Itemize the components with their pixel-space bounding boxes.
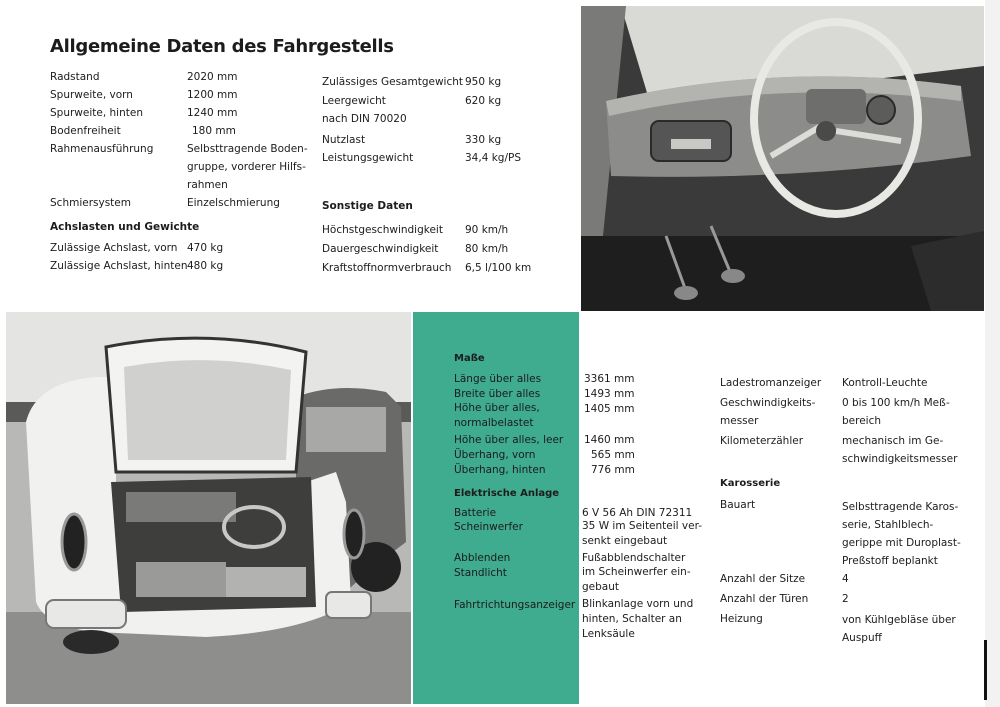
page-title: Allgemeine Daten des Fahrgestells <box>50 36 394 57</box>
spec-label: Heizung <box>720 613 763 625</box>
spec-value: 620 kg <box>465 95 502 107</box>
spec-label: Leistungsgewicht <box>322 152 414 164</box>
spec-label: Kilometerzähler <box>720 435 804 447</box>
spec-label: Überhang, hinten <box>454 464 546 476</box>
spec-value: 180 mm <box>192 125 236 137</box>
spec-value: 1405 mm <box>584 403 635 415</box>
spec-label: Ladestromanzeiger <box>720 377 822 389</box>
spec-label: Bauart <box>720 499 756 511</box>
spec-value: 4 <box>842 573 849 585</box>
spec-label: Rahmenausführung <box>50 143 154 155</box>
spec-value: 330 kg <box>465 134 502 146</box>
spec-label: Batterie <box>454 507 497 519</box>
spec-label: Zulässige Achslast, hinten <box>50 260 188 272</box>
spec-value: 2 <box>842 593 849 605</box>
spec-label: Anzahl der Türen <box>720 593 809 605</box>
spec-label: Zulässige Achslast, vorn <box>50 242 178 254</box>
spec-value: 6 V 56 Ah DIN 72311 <box>582 507 693 519</box>
spec-value: 950 kg <box>465 76 502 88</box>
spec-label: Standlicht <box>454 567 507 579</box>
section-heading-masse: Maße <box>454 353 485 364</box>
spec-value: 90 km/h <box>465 224 509 236</box>
spec-value: 776 mm <box>591 464 635 476</box>
spec-value: Blinkanlage vorn und hinten, Schalter an Lenksäule <box>582 598 694 640</box>
dashboard-photo <box>581 6 984 311</box>
spec-label: Höhe über alles, leer <box>454 434 564 446</box>
spec-value: 0 bis 100 km/h Meß- bereich <box>842 397 950 427</box>
spec-value: 565 mm <box>591 449 635 461</box>
spec-value: 80 km/h <box>465 243 509 255</box>
spec-value: Kontroll-Leuchte <box>842 377 928 389</box>
spec-label: Bodenfreiheit <box>50 125 121 137</box>
spec-label: Nutzlast <box>322 134 366 146</box>
spec-value: mechanisch im Ge- schwindigkeitsmesser <box>842 435 958 465</box>
spec-label: Höhe über alles, normalbelastet <box>454 402 540 429</box>
spec-value: 1240 mm <box>187 107 238 119</box>
spec-value: 1200 mm <box>187 89 238 101</box>
spec-label: Leergewicht nach DIN 70020 <box>322 95 407 125</box>
section-heading-elektrik: Elektrische Anlage <box>454 488 560 499</box>
spec-value: 6,5 l/100 km <box>465 262 532 274</box>
spec-label: Dauergeschwindigkeit <box>322 243 439 255</box>
spec-value: 3361 mm <box>584 373 635 385</box>
spec-label: Abblenden <box>454 552 511 564</box>
spec-label: Länge über alles <box>454 373 542 385</box>
section-heading-sonstige: Sonstige Daten <box>322 200 413 212</box>
spec-value: Selbsttragende Karos- serie, Stahlblech- gerippe mit Duroplast- Preßstoff beplankt <box>842 501 961 567</box>
scan-edge-mark <box>984 640 987 700</box>
car-trunk-photo <box>6 312 411 704</box>
spec-value: 470 kg <box>187 242 224 254</box>
spec-value: 1460 mm <box>584 434 635 446</box>
spec-value: Fußabblendschalter <box>582 552 686 564</box>
spec-value: 480 kg <box>187 260 224 272</box>
spec-label: Kraftstoffnormverbrauch <box>322 262 452 274</box>
spec-label: Fahrtrichtungsanzeiger <box>454 599 576 611</box>
spec-label: Spurweite, vorn <box>50 89 133 101</box>
spec-value: von Kühlgebläse über Auspuff <box>842 614 956 644</box>
spec-value: 2020 mm <box>187 71 238 83</box>
spec-label: Spurweite, hinten <box>50 107 143 119</box>
spec-label: Überhang, vorn <box>454 449 536 461</box>
spec-value: im Scheinwerfer ein- gebaut <box>582 566 691 593</box>
spec-label: Scheinwerfer <box>454 521 523 533</box>
spec-value: Selbsttragende Boden- gruppe, vorderer Hilfs- rahmen <box>187 143 308 191</box>
scan-edge <box>985 0 1000 707</box>
section-heading-karosserie: Karosserie <box>720 478 781 489</box>
spec-label: Breite über alles <box>454 388 541 400</box>
spec-value: 35 W im Seitenteil ver- senkt eingebaut <box>582 520 703 547</box>
spec-value: 34,4 kg/PS <box>465 152 521 164</box>
spec-label: Radstand <box>50 71 100 83</box>
spec-label: Höchstgeschwindigkeit <box>322 224 443 236</box>
spec-label: Anzahl der Sitze <box>720 573 806 585</box>
spec-label: Geschwindigkeits- messer <box>720 397 816 427</box>
spec-value: Einzelschmierung <box>187 197 280 209</box>
spec-label: Zulässiges Gesamtgewicht <box>322 76 464 88</box>
section-heading-achslasten: Achslasten und Gewichte <box>50 221 200 233</box>
spec-value: 1493 mm <box>584 388 635 400</box>
spec-label: Schmiersystem <box>50 197 131 209</box>
